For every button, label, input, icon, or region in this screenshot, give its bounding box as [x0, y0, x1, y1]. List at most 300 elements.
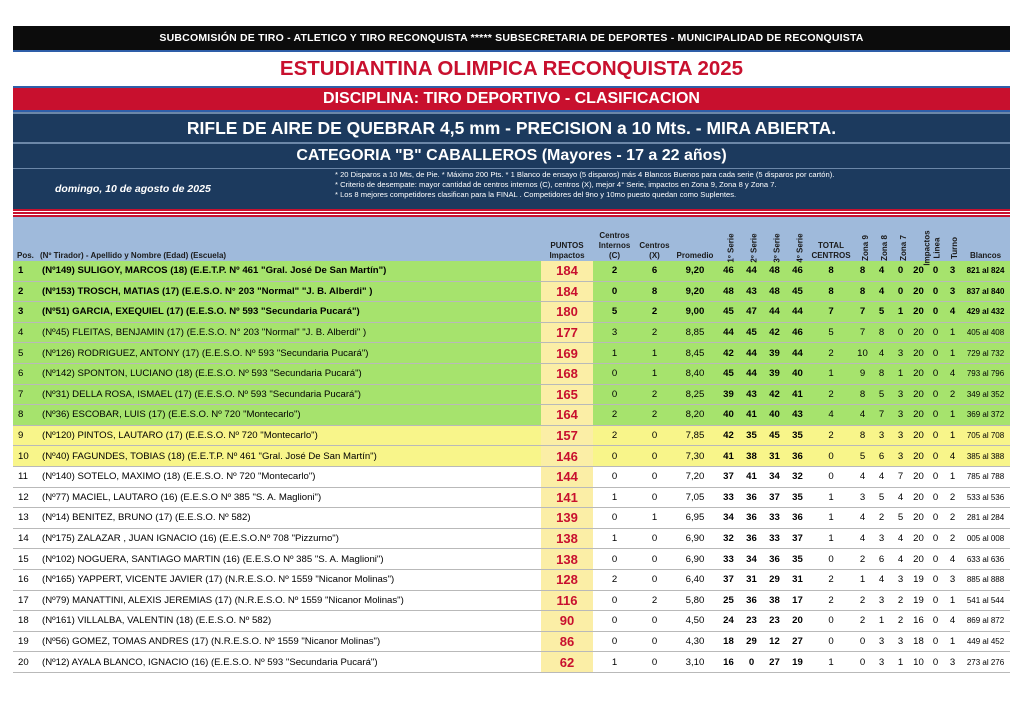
row-name: (Nº31) DELLA ROSA, ISMAEL (17) (E.E.S.O. Nº 593 "Secundaria Pucará") — [40, 384, 541, 405]
row-impactos: 20 — [910, 405, 927, 426]
row-serie-3: 42 — [763, 384, 786, 405]
row-name: (Nº36) ESCOBAR, LUIS (17) (E.E.S.O. Nº 720 "Montecarlo") — [40, 405, 541, 426]
row-points: 146 — [541, 446, 593, 467]
row-serie-3: 40 — [763, 405, 786, 426]
row-impactos: 20 — [910, 363, 927, 384]
row-position: 19 — [13, 631, 40, 652]
row-serie-1: 40 — [717, 405, 740, 426]
row-serie-3: 27 — [763, 652, 786, 673]
row-points: 62 — [541, 652, 593, 673]
row-position: 12 — [13, 487, 40, 508]
row-zona-7: 4 — [891, 549, 910, 570]
row-centros: 1 — [636, 508, 673, 529]
row-turno: 2 — [944, 384, 961, 405]
row-serie-2: 41 — [740, 405, 763, 426]
table-row — [13, 631, 1010, 652]
row-serie-2: 36 — [740, 528, 763, 549]
row-zona-8: 5 — [872, 384, 891, 405]
row-total-centros: 2 — [809, 343, 853, 364]
rules-note: * Criterio de desempate: mayor cantidad de centros internos (C), centros (X), mejor 4° Serie, impactos en Zona 9, Zona 8 y Zona 7. — [335, 180, 777, 189]
row-turno: 3 — [944, 569, 961, 590]
row-serie-1: 45 — [717, 302, 740, 323]
row-serie-4: 45 — [786, 281, 809, 302]
row-zona-7: 7 — [891, 466, 910, 487]
row-linea: 0 — [927, 611, 944, 632]
row-zona-9: 1 — [853, 569, 872, 590]
row-turno: 3 — [944, 281, 961, 302]
row-centros-internos: 0 — [593, 363, 636, 384]
row-serie-2: 38 — [740, 446, 763, 467]
row-name: (Nº153) TROSCH, MATIAS (17) (E.E.S.O. N° 203 "Normal" "J. B. Alberdi" ) — [40, 281, 541, 302]
row-linea: 0 — [927, 590, 944, 611]
row-position: 16 — [13, 569, 40, 590]
row-serie-4: 40 — [786, 363, 809, 384]
row-centros: 6 — [636, 261, 673, 281]
table-row — [13, 590, 1010, 611]
row-points: 116 — [541, 590, 593, 611]
row-centros-internos: 0 — [593, 611, 636, 632]
col-blancos: Blancos — [961, 217, 1010, 261]
row-centros: 2 — [636, 302, 673, 323]
results-sheet — [13, 26, 1010, 673]
row-turno: 1 — [944, 322, 961, 343]
row-total-centros: 1 — [809, 363, 853, 384]
row-serie-4: 19 — [786, 652, 809, 673]
row-centros-internos: 1 — [593, 343, 636, 364]
row-zona-8: 4 — [872, 466, 891, 487]
row-serie-1: 37 — [717, 569, 740, 590]
row-blancos: 273 al 276 — [961, 652, 1010, 673]
row-serie-3: 44 — [763, 302, 786, 323]
row-zona-9: 8 — [853, 261, 872, 281]
table-row — [13, 322, 1010, 343]
row-serie-2: 43 — [740, 281, 763, 302]
row-name: (Nº14) BENITEZ, BRUNO (17) (E.E.S.O. Nº 582) — [40, 508, 541, 529]
rules-note: * 20 Disparos a 10 Mts, de Pie. * Máximo 200 Pts. * 1 Blanco de ensayo (5 disparos) más 4 Blancos Buenos para cada serie (5 disparos por cartón). — [335, 170, 835, 179]
row-serie-3: 36 — [763, 549, 786, 570]
row-centros: 1 — [636, 363, 673, 384]
row-blancos: 633 al 636 — [961, 549, 1010, 570]
row-impactos: 20 — [910, 466, 927, 487]
table-row — [13, 281, 1010, 302]
row-position: 14 — [13, 528, 40, 549]
row-centros: 2 — [636, 590, 673, 611]
row-position: 15 — [13, 549, 40, 570]
row-impactos: 20 — [910, 384, 927, 405]
row-serie-2: 47 — [740, 302, 763, 323]
row-zona-7: 1 — [891, 652, 910, 673]
col-turno — [944, 217, 961, 261]
row-name: (Nº45) FLEITAS, BENJAMIN (17) (E.E.S.O. N° 203 "Normal" "J. B. Alberdi" ) — [40, 322, 541, 343]
row-total-centros: 4 — [809, 405, 853, 426]
col-serie-2 — [740, 217, 763, 261]
row-total-centros: 0 — [809, 549, 853, 570]
row-serie-4: 36 — [786, 446, 809, 467]
row-zona-9: 4 — [853, 466, 872, 487]
row-serie-1: 44 — [717, 322, 740, 343]
row-centros-internos: 0 — [593, 384, 636, 405]
row-serie-1: 37 — [717, 466, 740, 487]
row-zona-9: 5 — [853, 446, 872, 467]
row-serie-2: 44 — [740, 363, 763, 384]
row-zona-9: 7 — [853, 302, 872, 323]
row-blancos: 869 al 872 — [961, 611, 1010, 632]
row-serie-2: 44 — [740, 343, 763, 364]
row-zona-7: 0 — [891, 281, 910, 302]
row-centros: 0 — [636, 528, 673, 549]
row-serie-2: 35 — [740, 425, 763, 446]
row-centros: 2 — [636, 405, 673, 426]
row-serie-4: 17 — [786, 590, 809, 611]
row-impactos: 20 — [910, 508, 927, 529]
row-promedio: 8,20 — [673, 405, 717, 426]
row-zona-8: 6 — [872, 446, 891, 467]
col-serie-1-label: 1º Serie — [726, 233, 736, 263]
row-turno: 4 — [944, 446, 961, 467]
row-zona-8: 3 — [872, 631, 891, 652]
row-serie-3: 48 — [763, 281, 786, 302]
row-centros-internos: 2 — [593, 261, 636, 281]
row-zona-8: 3 — [872, 425, 891, 446]
separator-stripes — [13, 209, 1010, 217]
row-blancos: 541 al 544 — [961, 590, 1010, 611]
row-promedio: 7,05 — [673, 487, 717, 508]
row-zona-8: 2 — [872, 508, 891, 529]
row-linea: 0 — [927, 281, 944, 302]
row-zona-8: 6 — [872, 549, 891, 570]
row-turno: 3 — [944, 261, 961, 281]
row-zona-9: 4 — [853, 528, 872, 549]
row-centros-internos: 1 — [593, 652, 636, 673]
row-zona-9: 2 — [853, 611, 872, 632]
table-row — [13, 343, 1010, 364]
row-blancos: 705 al 708 — [961, 425, 1010, 446]
row-linea: 0 — [927, 549, 944, 570]
rules-note: * Los 8 mejores competidores clasifican para la FINAL . Competidores del 9no y 10mo puesto quedan como Suplentes. — [335, 190, 737, 199]
row-turno: 2 — [944, 487, 961, 508]
table-row — [13, 405, 1010, 426]
col-total-label1: TOTAL — [818, 241, 844, 250]
row-turno: 1 — [944, 405, 961, 426]
row-blancos: 729 al 732 — [961, 343, 1010, 364]
row-centros-internos: 2 — [593, 405, 636, 426]
row-promedio: 7,85 — [673, 425, 717, 446]
row-promedio: 9,20 — [673, 281, 717, 302]
row-promedio: 3,10 — [673, 652, 717, 673]
row-zona-7: 3 — [891, 425, 910, 446]
row-zona-8: 5 — [872, 487, 891, 508]
row-points: 164 — [541, 405, 593, 426]
col-puntos — [541, 217, 593, 261]
row-turno: 1 — [944, 631, 961, 652]
row-serie-4: 35 — [786, 549, 809, 570]
row-serie-2: 36 — [740, 487, 763, 508]
row-serie-4: 27 — [786, 631, 809, 652]
row-total-centros: 0 — [809, 631, 853, 652]
category-banner: CATEGORIA "B" CABALLEROS (Mayores - 17 a 22 años) — [13, 142, 1010, 168]
row-turno: 1 — [944, 466, 961, 487]
row-serie-3: 33 — [763, 508, 786, 529]
row-serie-1: 33 — [717, 549, 740, 570]
col-serie-4 — [786, 217, 809, 261]
row-serie-1: 39 — [717, 384, 740, 405]
row-serie-1: 42 — [717, 343, 740, 364]
row-blancos: 449 al 452 — [961, 631, 1010, 652]
table-row — [13, 528, 1010, 549]
col-serie-3-label: 3º Serie — [772, 233, 782, 263]
row-zona-7: 5 — [891, 508, 910, 529]
row-name: (Nº102) NOGUERA, SANTIAGO MARTIN (16) (E.E.S.O Nº 385 "S. A. Maglioni") — [40, 549, 541, 570]
row-linea: 0 — [927, 405, 944, 426]
row-position: 9 — [13, 425, 40, 446]
col-zona-8-label: Zona 8 — [879, 235, 889, 261]
row-zona-8: 4 — [872, 343, 891, 364]
row-impactos: 20 — [910, 281, 927, 302]
row-blancos: 385 al 388 — [961, 446, 1010, 467]
row-linea: 0 — [927, 508, 944, 529]
row-promedio: 6,90 — [673, 528, 717, 549]
row-serie-3: 38 — [763, 590, 786, 611]
row-promedio: 6,40 — [673, 569, 717, 590]
col-turno-label: Turno — [950, 236, 960, 260]
row-zona-8: 7 — [872, 405, 891, 426]
row-serie-2: 45 — [740, 322, 763, 343]
row-zona-9: 7 — [853, 322, 872, 343]
row-serie-2: 36 — [740, 590, 763, 611]
row-position: 13 — [13, 508, 40, 529]
row-centros: 0 — [636, 425, 673, 446]
row-position: 8 — [13, 405, 40, 426]
row-zona-7: 3 — [891, 405, 910, 426]
row-turno: 3 — [944, 652, 961, 673]
row-name: (Nº12) AYALA BLANCO, IGNACIO (16) (E.E.S.O. Nº 593 "Secundaria Pucará") — [40, 652, 541, 673]
row-blancos: 281 al 284 — [961, 508, 1010, 529]
row-centros: 1 — [636, 343, 673, 364]
row-zona-7: 4 — [891, 528, 910, 549]
row-centros-internos: 1 — [593, 528, 636, 549]
col-c-label3: (C) — [608, 251, 621, 260]
row-serie-2: 41 — [740, 466, 763, 487]
row-impactos: 20 — [910, 302, 927, 323]
row-impactos: 20 — [910, 322, 927, 343]
row-serie-2: 23 — [740, 611, 763, 632]
row-linea: 0 — [927, 425, 944, 446]
col-impactos-label2: Impactos — [922, 230, 932, 266]
row-promedio: 9,00 — [673, 302, 717, 323]
row-zona-7: 2 — [891, 611, 910, 632]
row-serie-1: 32 — [717, 528, 740, 549]
table-row — [13, 508, 1010, 529]
row-total-centros: 8 — [809, 281, 853, 302]
row-points: 139 — [541, 508, 593, 529]
row-name: (Nº77) MACIEL, LAUTARO (16) (E.E.S.O Nº 385 "S. A. Maglioni") — [40, 487, 541, 508]
row-centros: 0 — [636, 446, 673, 467]
row-blancos: 405 al 408 — [961, 322, 1010, 343]
row-zona-9: 9 — [853, 363, 872, 384]
row-zona-7: 4 — [891, 487, 910, 508]
col-zona-8 — [872, 217, 891, 261]
col-x-label2: (X) — [649, 251, 660, 260]
row-serie-4: 20 — [786, 611, 809, 632]
row-serie-2: 34 — [740, 549, 763, 570]
row-points: 165 — [541, 384, 593, 405]
table-row — [13, 261, 1010, 281]
row-points: 168 — [541, 363, 593, 384]
row-name: (Nº40) FAGUNDES, TOBIAS (18) (E.E.T.P. Nº 461 "Gral. José De San Martín") — [40, 446, 541, 467]
row-turno: 4 — [944, 363, 961, 384]
row-serie-3: 39 — [763, 343, 786, 364]
row-zona-7: 1 — [891, 302, 910, 323]
row-zona-9: 10 — [853, 343, 872, 364]
row-zona-7: 2 — [891, 590, 910, 611]
table-row — [13, 384, 1010, 405]
row-serie-3: 31 — [763, 446, 786, 467]
row-serie-4: 46 — [786, 322, 809, 343]
row-total-centros: 1 — [809, 652, 853, 673]
row-blancos: 005 al 008 — [961, 528, 1010, 549]
top-banner: SUBCOMISIÓN DE TIRO - ATLETICO Y TIRO RECONQUISTA ***** SUBSECRETARIA DE DEPORTES - MUNICIPALIDAD DE RECONQUISTA — [13, 26, 1010, 52]
row-serie-1: 18 — [717, 631, 740, 652]
row-position: 17 — [13, 590, 40, 611]
row-zona-7: 3 — [891, 343, 910, 364]
row-centros: 0 — [636, 631, 673, 652]
row-serie-3: 34 — [763, 466, 786, 487]
row-zona-9: 0 — [853, 652, 872, 673]
row-serie-2: 0 — [740, 652, 763, 673]
row-name: (Nº165) YAPPERT, VICENTE JAVIER (17) (N.R.E.S.O. Nº 1559 "Nicanor Molinas") — [40, 569, 541, 590]
row-impactos: 19 — [910, 569, 927, 590]
row-impactos: 10 — [910, 652, 927, 673]
row-serie-4: 43 — [786, 405, 809, 426]
col-total-label2: CENTROS — [811, 251, 851, 260]
row-points: 184 — [541, 281, 593, 302]
row-zona-9: 3 — [853, 487, 872, 508]
table-row — [13, 425, 1010, 446]
col-serie-1 — [717, 217, 740, 261]
row-zona-8: 3 — [872, 590, 891, 611]
row-impactos: 18 — [910, 631, 927, 652]
row-total-centros: 1 — [809, 528, 853, 549]
row-total-centros: 0 — [809, 466, 853, 487]
row-centros: 0 — [636, 549, 673, 570]
row-name: (Nº175) ZALAZAR , JUAN IGNACIO (16) (E.E.S.O.Nº 708 "Pizzurno") — [40, 528, 541, 549]
row-total-centros: 2 — [809, 425, 853, 446]
row-linea: 0 — [927, 363, 944, 384]
row-centros-internos: 2 — [593, 569, 636, 590]
row-position: 11 — [13, 466, 40, 487]
row-position: 10 — [13, 446, 40, 467]
row-total-centros: 2 — [809, 569, 853, 590]
row-centros: 0 — [636, 487, 673, 508]
row-zona-7: 3 — [891, 569, 910, 590]
row-centros: 0 — [636, 611, 673, 632]
col-zona-9 — [853, 217, 872, 261]
row-serie-1: 25 — [717, 590, 740, 611]
row-blancos: 821 al 824 — [961, 261, 1010, 281]
row-impactos: 20 — [910, 549, 927, 570]
row-centros-internos: 5 — [593, 302, 636, 323]
row-zona-9: 8 — [853, 425, 872, 446]
row-promedio: 6,90 — [673, 549, 717, 570]
row-impactos: 20 — [910, 446, 927, 467]
row-points: 177 — [541, 322, 593, 343]
row-serie-2: 43 — [740, 384, 763, 405]
row-centros: 0 — [636, 569, 673, 590]
row-blancos: 533 al 536 — [961, 487, 1010, 508]
row-linea: 0 — [927, 302, 944, 323]
row-linea: 0 — [927, 487, 944, 508]
row-serie-4: 36 — [786, 508, 809, 529]
row-promedio: 4,30 — [673, 631, 717, 652]
row-points: 184 — [541, 261, 593, 281]
table-row — [13, 446, 1010, 467]
row-centros-internos: 0 — [593, 549, 636, 570]
row-turno: 1 — [944, 425, 961, 446]
row-name: (Nº161) VILLALBA, VALENTIN (18) (E.E.S.O. Nº 582) — [40, 611, 541, 632]
row-impactos: 20 — [910, 425, 927, 446]
row-turno: 2 — [944, 528, 961, 549]
row-serie-3: 48 — [763, 261, 786, 281]
row-name: (Nº79) MANATTINI, ALEXIS JEREMIAS (17) (N.R.E.S.O. Nº 1559 "Nicanor Molinas") — [40, 590, 541, 611]
row-turno: 4 — [944, 549, 961, 570]
row-serie-3: 42 — [763, 322, 786, 343]
row-zona-7: 3 — [891, 446, 910, 467]
row-zona-7: 0 — [891, 322, 910, 343]
row-serie-1: 48 — [717, 281, 740, 302]
row-serie-3: 12 — [763, 631, 786, 652]
row-serie-2: 31 — [740, 569, 763, 590]
row-promedio: 8,25 — [673, 384, 717, 405]
row-position: 5 — [13, 343, 40, 364]
table-header — [13, 217, 1010, 261]
row-centros-internos: 0 — [593, 446, 636, 467]
col-impactos — [910, 217, 932, 266]
event-date: domingo, 10 de agosto de 2025 — [55, 183, 211, 195]
row-centros: 2 — [636, 322, 673, 343]
row-total-centros: 8 — [809, 261, 853, 281]
row-linea: 0 — [927, 446, 944, 467]
col-name: (Nº Tirador) - Apellido y Nombre (Edad) (Escuela) — [40, 217, 541, 261]
col-serie-2-label: 2º Serie — [749, 233, 759, 263]
row-serie-2: 36 — [740, 508, 763, 529]
row-name: (Nº51) GARCIA, EXEQUIEL (17) (E.E.S.O. Nº 593 "Secundaria Pucará") — [40, 302, 541, 323]
row-linea: 0 — [927, 652, 944, 673]
row-zona-8: 8 — [872, 363, 891, 384]
row-centros-internos: 0 — [593, 466, 636, 487]
row-zona-9: 4 — [853, 405, 872, 426]
row-total-centros: 5 — [809, 322, 853, 343]
row-total-centros: 1 — [809, 508, 853, 529]
row-points: 86 — [541, 631, 593, 652]
col-pos: Pos. — [13, 217, 40, 261]
row-centros: 8 — [636, 281, 673, 302]
row-centros-internos: 0 — [593, 590, 636, 611]
col-promedio: Promedio — [673, 217, 717, 261]
row-linea: 0 — [927, 322, 944, 343]
results-table — [13, 217, 1010, 673]
row-zona-7: 0 — [891, 261, 910, 281]
row-zona-8: 4 — [872, 281, 891, 302]
row-centros-internos: 2 — [593, 425, 636, 446]
row-serie-3: 37 — [763, 487, 786, 508]
table-row — [13, 487, 1010, 508]
row-impactos: 16 — [910, 611, 927, 632]
table-row — [13, 611, 1010, 632]
row-turno: 1 — [944, 590, 961, 611]
row-position: 1 — [13, 261, 40, 281]
row-serie-4: 37 — [786, 528, 809, 549]
row-zona-9: 8 — [853, 384, 872, 405]
